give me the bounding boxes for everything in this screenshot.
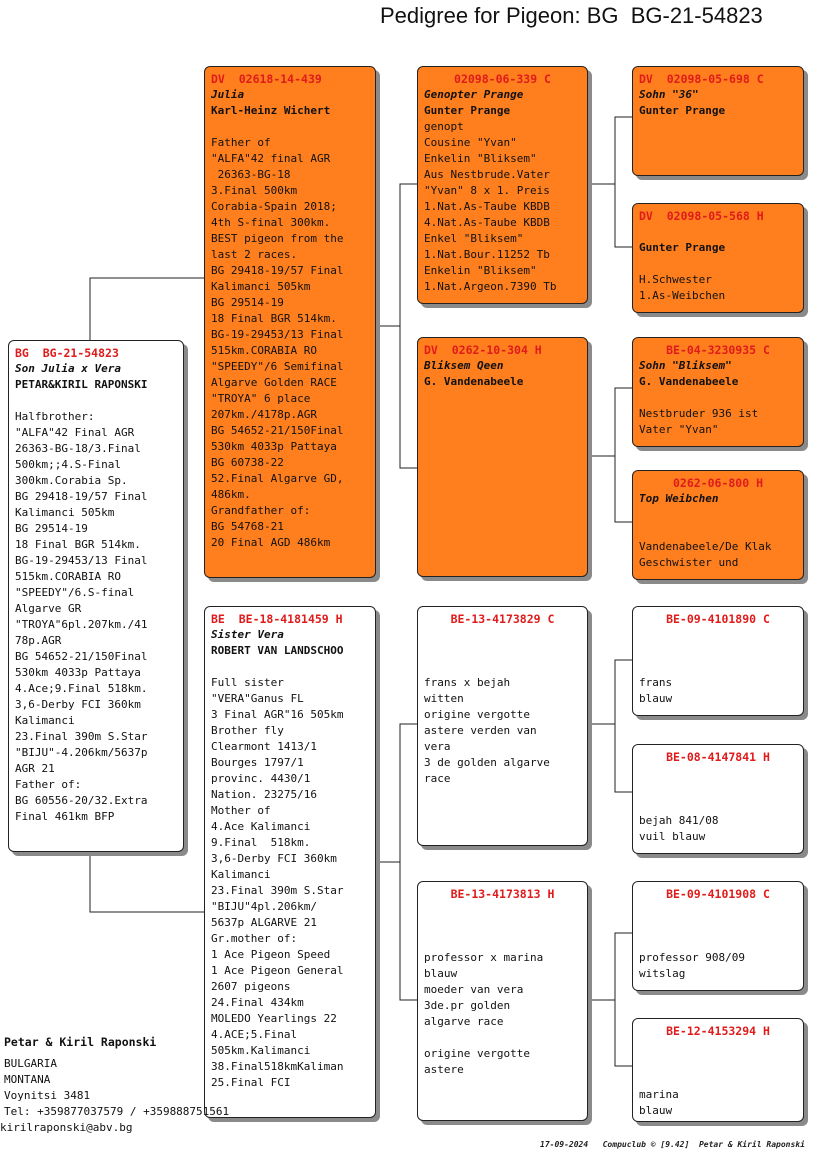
great-grandparent-fmf-name: Sohn "Bliksem" xyxy=(639,359,732,372)
great-grandparent-mfm-ring: BE-08-4147841 H xyxy=(666,750,770,764)
great-grandparent-fmf-notes: Nestbruder 936 ist Vater "Yvan" xyxy=(639,407,759,436)
grandparent-ff-name: Genopter Prange xyxy=(424,88,524,101)
connector-subject-father xyxy=(90,278,204,340)
connector-fm-branch xyxy=(615,388,632,522)
father-card[interactable] xyxy=(204,66,376,578)
great-grandparent-fff-owner: Gunter Prange xyxy=(639,104,726,117)
connector-mm-branch xyxy=(615,933,632,1066)
breeder-email: kirilraponski@abv.bg xyxy=(0,1121,133,1134)
connector-subject-mother xyxy=(90,852,204,912)
great-grandparent-fmf-ring: BE-04-3230935 C xyxy=(666,343,770,357)
father-ring: DV 02618-14-439 xyxy=(211,72,322,86)
grandparent-ff-owner: Gunter Prange xyxy=(424,104,511,117)
grandparent-mm-card[interactable] xyxy=(417,881,588,1121)
grandparent-fm-ring: DV 0262-10-304 H xyxy=(424,343,542,357)
great-grandparent-fmf-owner: G. Vandenabeele xyxy=(639,375,739,388)
footer-credit: 17-09-2024 Compuclub © [9.42] Petar & Kiril Raponski xyxy=(540,1140,805,1149)
grandparent-ff-notes: genopt Cousine "Yvan" Enkelin "Bliksem" Aus Nestbrude.Vater "Yvan" 8 x 1. Preis 1.Nat.As-Taube KBDB 4.Nat.As-Taube KBDB Enkel "Bliksem" 1.Nat.Bour.11252 Tb Enkelin "Bliksem" 1.Nat.Argeon.7390 Tb xyxy=(424,120,557,293)
connector-mother-branch xyxy=(400,724,417,1000)
grandparent-mf-card[interactable] xyxy=(417,606,588,846)
subject-ring: BG BG-21-54823 xyxy=(15,346,119,360)
grandparent-ff-ring: 02098-06-339 C xyxy=(454,72,551,86)
great-grandparent-fff-ring: DV 02098-05-698 C xyxy=(639,72,764,86)
great-grandparent-fmm-ring: 0262-06-800 H xyxy=(672,476,763,490)
subject-card[interactable] xyxy=(8,340,184,852)
grandparent-mm-notes: professor x marina blauw moeder van vera 3de.pr golden algarve race origine vergotte astere xyxy=(424,951,544,1076)
great-grandparent-mff-card[interactable] xyxy=(632,606,804,716)
great-grandparent-mff-ring: BE-09-4101890 C xyxy=(666,612,770,626)
great-grandparent-mmf-notes: professor 908/09 witslag xyxy=(639,951,745,980)
breeder-country: BULGARIA xyxy=(4,1057,57,1070)
grandparent-mm-ring: BE-13-4173813 H xyxy=(450,887,555,901)
great-grandparent-mmm-notes: marina blauw xyxy=(639,1088,679,1117)
breeder-info xyxy=(0,1034,230,1136)
grandparent-fm-name: Bliksem Qeen xyxy=(424,359,504,372)
great-grandparent-mmf-ring: BE-09-4101908 C xyxy=(666,887,770,901)
connector-father-branch xyxy=(400,184,417,468)
great-grandparent-ffm-notes: H.Schwester 1.As-Weibchen xyxy=(639,273,726,302)
great-grandparent-fmm-name: Top Weibchen xyxy=(639,492,719,505)
mother-owner: ROBERT VAN LANDSCHOO xyxy=(211,644,344,657)
great-grandparent-mmf-card[interactable] xyxy=(632,881,804,991)
grandparent-fm-owner: G. Vandenabeele xyxy=(424,375,524,388)
great-grandparent-mmm-card[interactable] xyxy=(632,1018,804,1122)
mother-ring: BE BE-18-4181459 H xyxy=(211,612,343,626)
breeder-phone: Tel: +359877037579 / +359888751561 xyxy=(4,1105,230,1118)
grandparent-ff-card[interactable] xyxy=(417,66,588,304)
great-grandparent-mmm-ring: BE-12-4153294 H xyxy=(666,1024,770,1038)
grandparent-mf-ring: BE-13-4173829 C xyxy=(450,612,555,626)
subject-notes: Halfbrother: "ALFA"42 Final AGR 26363-BG-18/3.Final 500km;;4.S-Final 300km.Corabia Sp. BG 29418-19/57 Final Kalimanci 505km BG 29514-19 18 Final BGR 514km. BG-19-29453/13 Final 515km.CORABIA RO "SPEEDY"/6.S-final Algarve GR "TROYA"6pl.207km./41 78p.AGR BG 54652-21/150Final 530km 4033p Pattaya 4.Ace;9.Final 518km. 3,6-Derby FCI 360km Kalimanci 23.Final 390m S.Star "BIJU"-4.206km/5637p AGR 21 Father of: BG 60556-20/32.Extra Final 461km BFP xyxy=(15,410,148,823)
great-grandparent-fff-card[interactable] xyxy=(632,66,804,176)
subject-owner: PETAR&KIRIL RAPONSKI xyxy=(15,378,148,391)
connector-ff-branch xyxy=(615,117,632,247)
great-grandparent-mfm-card[interactable] xyxy=(632,744,804,854)
father-owner: Karl-Heinz Wichert xyxy=(211,104,331,117)
breeder-region: MONTANA xyxy=(4,1073,51,1086)
great-grandparent-fmm-card[interactable] xyxy=(632,470,804,580)
page-title: Pedigree for Pigeon: BG BG-21-54823 xyxy=(380,3,763,28)
breeder-name: Petar & Kiril Raponski xyxy=(4,1035,157,1049)
mother-name: Sister Vera xyxy=(211,628,284,641)
great-grandparent-fmm-notes: Vandenabeele/De Klak Geschwister und xyxy=(639,540,772,569)
grandparent-mf-notes: frans x bejah witten origine vergotte astere verden van vera 3 de golden algarve race xyxy=(424,676,550,785)
father-notes: Father of "ALFA"42 final AGR 26363-BG-18 3.Final 500km Corabia-Spain 2018; 4th S-final 300km. BEST pigeon from the last 2 races. BG 29418-19/57 Final Kalimanci 505km BG 29514-19 18 Final BGR 514km. BG-19-29453/13 Final 515km.CORABIA RO "SPEEDY"/6 Semifinal Algarve Golden RACE "TROYA" 6 place 207km./4178p.AGR BG 54652-21/150Final 530km 4033p Pattaya BG 60738-22 52.Final Algarve GD, 486km. Grandfather of: BG 54768-21 20 Final AGD 486km xyxy=(211,136,344,549)
great-grandparent-fmf-card[interactable] xyxy=(632,337,804,447)
father-name: Julia xyxy=(211,88,245,101)
grandparent-fm-card[interactable] xyxy=(417,337,588,577)
great-grandparent-ffm-ring: DV 02098-05-568 H xyxy=(639,209,764,223)
connector-mf-branch xyxy=(615,660,632,792)
great-grandparent-ffm-card[interactable] xyxy=(632,203,804,313)
great-grandparent-fff-name: Sohn "36" xyxy=(639,88,699,101)
great-grandparent-ffm-owner: Gunter Prange xyxy=(639,241,726,254)
subject-name: Son Julia x Vera xyxy=(15,362,121,375)
great-grandparent-mfm-notes: bejah 841/08 vuil blauw xyxy=(639,814,719,843)
mother-card[interactable] xyxy=(204,606,376,1118)
mother-notes: Full sister "VERA"Ganus FL 3 Final AGR"16 505km Brother fly Clearmont 1413/1 Bourges 1797/1 provinc. 4430/1 Nation. 23275/16 Mother of 4.Ace Kalimanci 9.Final 518km. 3,6-Derby FCI 360km Kalimanci 23.Final 390m S.Star "BIJU"4pl.206km/ 5637p ALGARVE 21 Gr.mother of: 1 Ace Pigeon Speed 1 Ace Pigeon General 2607 pigeons 24.Final 434km MOLEDO Yearlings 22 4.ACE;5.Final 505km.Kalimanci 38.Final518kmKaliman 25.Final FCI xyxy=(211,676,344,1089)
breeder-town: Voynitsi 3481 xyxy=(4,1089,91,1102)
great-grandparent-ffm-name xyxy=(639,224,797,240)
great-grandparent-mff-notes: frans blauw xyxy=(639,676,673,705)
